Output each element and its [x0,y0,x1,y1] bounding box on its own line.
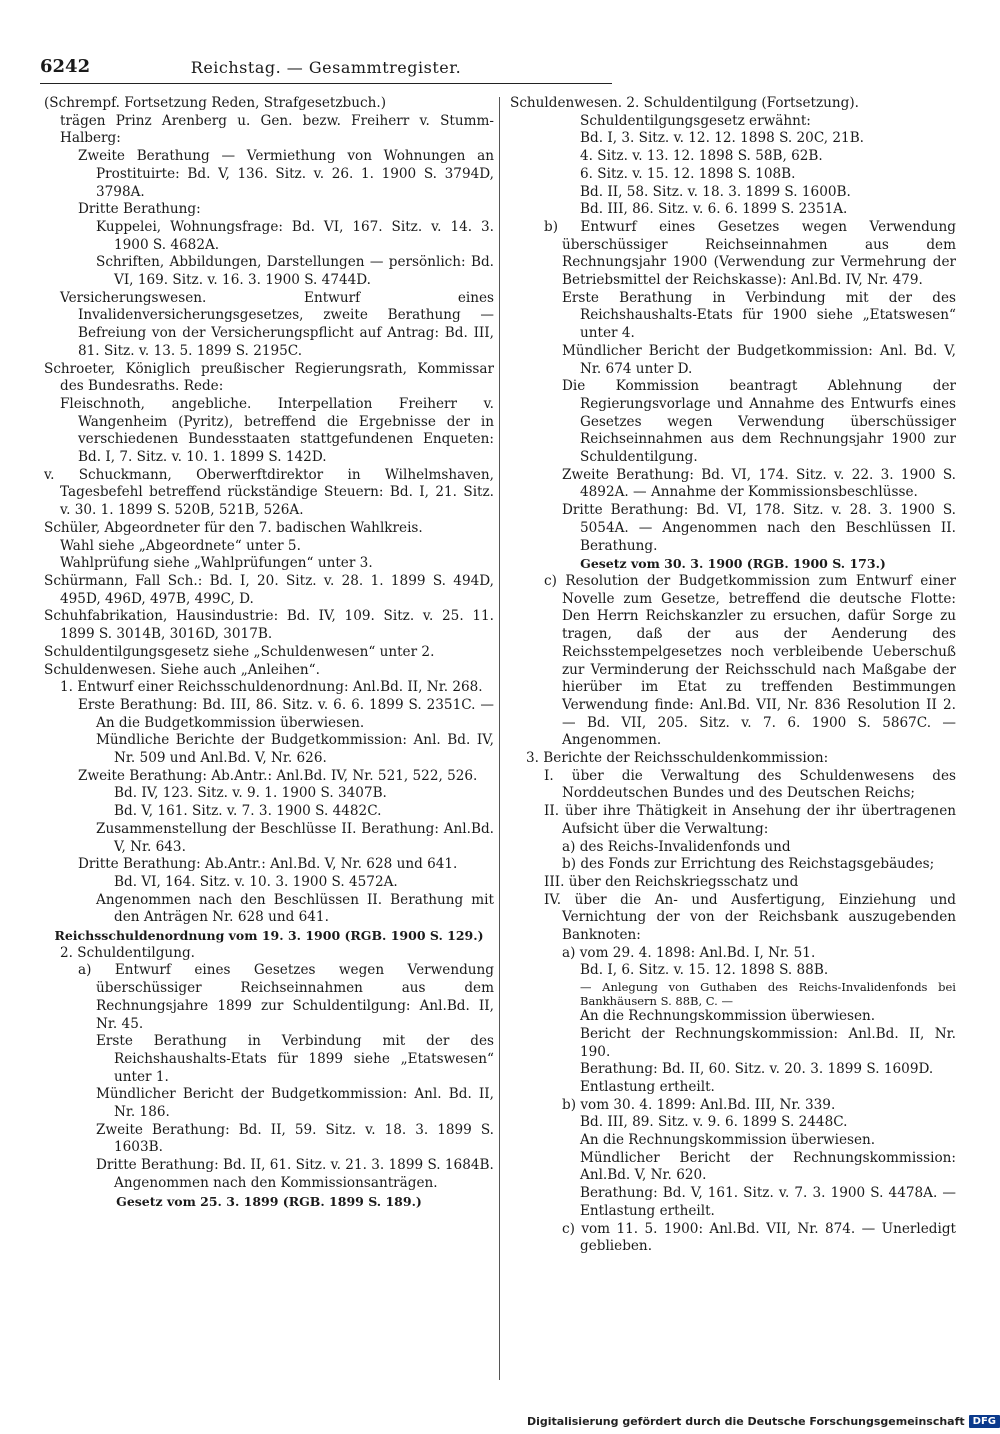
index-entry: Schroeter, Königlich preußischer Regierungsrath, Kommissar des Bundesraths. Rede: [44,360,494,395]
index-entry: Zweite Berathung: Bd. II, 59. Sitz. v. 18. 3. 1899 S. 1603B. [96,1121,494,1156]
index-entry: Schürmann, Fall Sch.: Bd. I, 20. Sitz. v. 28. 1. 1899 S. 494D, 495D, 496D, 497B, 499C, D. [44,572,494,607]
index-entry: 1. Entwurf einer Reichsschuldenordnung: Anl.Bd. II, Nr. 268. [60,679,483,696]
index-entry: Berathung: Bd. II, 60. Sitz. v. 20. 3. 1899 S. 1609D. [580,1061,934,1078]
index-entry: Die Kommission beantragt Ablehnung der Regierungsvorlage und Annahme des Entwurfs eines Gesetzes wegen Verwendung überschüssiger Reichseinnahmen aus dem Rechnungsjahr 1900 zur Schuldentilgung. [562,378,956,466]
index-entry: Mündlicher Bericht der Rechnungskommission: Anl.Bd. V, Nr. 620. [580,1149,956,1184]
index-entry: Mündlicher Bericht der Budgetkommission: Anl. Bd. II, Nr. 186. [96,1086,494,1121]
index-entry: Angenommen nach den Beschlüssen II. Berathung mit den Anträgen Nr. 628 und 641. [96,891,494,926]
index-entry: Erste Berathung: Bd. III, 86. Sitz. v. 6. 6. 1899 S. 2351C. — An die Budgetkommission überwiesen. [78,696,494,731]
index-entry: Bd. II, 58. Sitz. v. 18. 3. 1899 S. 1600B. [580,183,851,200]
column-divider [499,97,500,1380]
index-entry: Dritte Berathung: Ab.Antr.: Anl.Bd. V, Nr. 628 und 641. [78,856,458,873]
right-column [510,95,956,1256]
index-entry: 4. Sitz. v. 13. 12. 1898 S. 58B, 62B. [580,148,823,165]
index-entry: 2. Schuldentilgung. [60,944,195,961]
index-entry: b) des Fonds zur Errichtung des Reichstagsgebäudes; [562,856,935,873]
index-entry: I. über die Verwaltung des Schuldenwesens des Norddeutschen Bundes und des Deutschen Reichs; [544,767,956,802]
index-entry: Bd. III, 89. Sitz. v. 9. 6. 1899 S. 2448C. [580,1114,848,1131]
index-entry: Schuldenwesen. 2. Schuldentilgung (Fortsetzung). [510,95,859,111]
index-entry: b) vom 30. 4. 1899: Anl.Bd. III, Nr. 339. [562,1096,836,1113]
index-entry: Schuldentilgungsgesetz erwähnt: [580,112,811,129]
law-reference: Gesetz vom 25. 3. 1899 (RGB. 1899 S. 189.) [116,1193,422,1209]
index-entry: a) vom 29. 4. 1898: Anl.Bd. I, Nr. 51. [562,944,816,961]
index-entry: 6. Sitz. v. 15. 12. 1898 S. 108B. [580,165,796,182]
index-entry: Zweite Berathung — Vermiethung von Wohnungen an Prostituirte: Bd. V, 136. Sitz. v. 26. 1. 1900 S. 3794D, 3798A. [78,148,494,200]
dfg-logo: DFG [969,1415,1000,1428]
page-header [40,56,612,80]
index-entry: Kuppelei, Wohnungsfrage: Bd. VI, 167. Sitz. v. 14. 3. 1900 S. 4682A. [96,218,494,253]
index-entry: Zweite Berathung: Ab.Antr.: Anl.Bd. IV, Nr. 521, 522, 526. [78,767,478,784]
index-entry: v. Schuckmann, Oberwerftdirektor in Wilhelmshaven, Tagesbefehl betreffend rückständige Steuern: Bd. I, 21. Sitz. v. 30. 1. 1899 S. 520B, 521B, 526A. [44,466,494,519]
index-entry: Bd. III, 86. Sitz. v. 6. 6. 1899 S. 2351A. [580,201,848,218]
index-entry: Erste Berathung in Verbindung mit der des Reichshaushalts-Etats für 1899 siehe „Etatswesen“ unter 1. [96,1033,494,1085]
running-title: Reichstag. — Gesammtregister. [190,58,462,77]
index-entry: III. über den Reichskriegsschatz und [544,873,799,890]
index-entry: 3. Berichte der Reichsschuldenkommission: [526,750,829,767]
law-reference: Reichsschuldenordnung vom 19. 3. 1900 (RGB. 1900 S. 129.) [54,928,484,944]
index-entry: Angenommen nach den Kommissionsanträgen. [114,1174,438,1191]
index-entry: a) des Reichs-Invalidenfonds und [562,838,791,855]
index-entry: II. über ihre Thätigkeit in Ansehung der ihr übertragenen Aufsicht über die Verwaltung: [544,803,956,837]
law-reference: Gesetz vom 30. 3. 1900 (RGB. 1900 S. 173.) [580,556,886,572]
index-entry: Erste Berathung in Verbindung mit der des Reichshaushalts-Etats für 1900 siehe „Etatswesen“ unter 4. [562,289,956,342]
index-entry: Bd. V, 161. Sitz. v. 7. 3. 1900 S. 4482C. [114,803,382,820]
index-entry: Wahlprüfung siehe „Wahlprüfungen“ unter 3. [60,555,373,572]
index-entry: IV. über die An- und Ausfertigung, Einziehung und Vernichtung der von der Reichsbank auszugebenden Banknoten: [544,891,956,944]
index-entry: trägen Prinz Arenberg u. Gen. bezw. Freiherr v. Stumm-Halberg: [60,112,494,147]
index-entry: An die Rechnungskommission überwiesen. [580,1008,876,1025]
footer [527,1412,1000,1430]
index-entry: Bd. I, 3. Sitz. v. 12. 12. 1898 S. 20C, 21B. [580,130,865,147]
index-entry: Dritte Berathung: Bd. II, 61. Sitz. v. 21. 3. 1899 S. 1684B. [96,1157,494,1174]
index-entry: An die Rechnungskommission überwiesen. [580,1132,876,1149]
footer-credit: Digitalisierung gefördert durch die Deutsche Forschungsgemeinschaft [526,1414,965,1428]
index-entry: Berathung: Bd. V, 161. Sitz. v. 7. 3. 1900 S. 4478A. — Entlastung ertheilt. [580,1185,956,1219]
index-entry: Zusammenstellung der Beschlüsse II. Berathung: Anl.Bd. V, Nr. 643. [96,820,494,855]
index-entry: Schuldentilgungsgesetz siehe „Schuldenwesen“ unter 2. [44,643,435,660]
index-entry: Wahl siehe „Abgeordnete“ unter 5. [60,537,301,554]
index-entry: Entlastung ertheilt. [580,1078,715,1095]
left-column [44,95,494,1210]
index-entry: Bd. I, 6. Sitz. v. 15. 12. 1898 S. 88B. [580,962,829,979]
index-entry: Mündlicher Bericht der Budgetkommission: Anl. Bd. V, Nr. 674 unter D. [562,342,956,377]
index-entry: a) Entwurf eines Gesetzes wegen Verwendung überschüssiger Reichseinnahmen aus dem Rechnungsjahre 1899 zur Schuldentilgung: Anl.Bd. II, Nr. 45. [78,962,494,1032]
index-entry: Bd. IV, 123. Sitz. v. 9. 1. 1900 S. 3407B. [114,785,387,802]
index-entry: Schuldenwesen. Siehe auch „Anleihen“. [44,661,320,678]
index-entry: Dritte Berathung: Bd. VI, 178. Sitz. v. 28. 3. 1900 S. 5054A. — Angenommen nach den Beschlüssen II. Berathung. [562,502,956,554]
index-entry: Fleischnoth, angebliche. Interpellation Freiherr v. Wangenheim (Pyritz), betreffend die Ergebnisse der in verschiedenen Bundesstaaten stattgefundenen Enqueten: Bd. I, 7. Sitz. v. 10. 1. 1899 S. 142D. [60,395,494,466]
index-entry: b) Entwurf eines Gesetzes wegen Verwendung überschüssiger Reichseinnahmen aus dem Rechnungsjahr 1900 (Verwendung zur Vermehrung der Betriebsmittel der Reichskasse): Anl.Bd. IV, Nr. 479. [544,218,956,289]
index-entry: (Schrempf. Fortsetzung Reden, Strafgesetzbuch.) [44,95,386,111]
index-entry: c) vom 11. 5. 1900: Anl.Bd. VII, Nr. 874. — Unerledigt geblieben. [562,1220,956,1255]
index-entry: c) Resolution der Budgetkommission zum Entwurf einer Novelle zum Gesetze, betreffend die deutsche Flotte: Den Herrn Reichskanzler zu ersuchen, dafür Sorge zu tragen, daß der aus der Aenderung des Reichsstempelgesetzes noch verbleibende Ueberschuß zur Verminderung der Reichsschuld nach Maßgabe der hierüber im Etat zu treffenden Bestimmungen Verwendung finde: Anl.Bd. VII, Nr. 836 Resolution II 2. — Bd. VII, 205. Sitz. v. 7. 6. 1900 S. 5867C. — Angenommen. [544,572,956,749]
page-number: 6242 [40,56,91,77]
header-rule [40,83,612,84]
index-entry: Dritte Berathung: [78,201,201,218]
index-entry: Zweite Berathung: Bd. VI, 174. Sitz. v. 22. 3. 1900 S. 4892A. — Annahme der Kommissionsbeschlüsse. [562,466,956,501]
index-entry: Bd. VI, 164. Sitz. v. 10. 3. 1900 S. 4572A. [114,873,398,890]
index-entry: Versicherungswesen. Entwurf eines Invalidenversicherungsgesetzes, zweite Berathung — Befreiung von der Versicherungspflicht auf Antrag: Bd. III, 81. Sitz. v. 13. 5. 1899 S. 2195C. [60,289,494,359]
index-entry: — Anlegung von Guthaben des Reichs-Invalidenfonds bei Bankhäusern S. 88B, C. — [580,980,956,1009]
index-entry: Mündliche Berichte der Budgetkommission: Anl. Bd. IV, Nr. 509 und Anl.Bd. V, Nr. 626. [96,732,494,767]
index-entry: Schuhfabrikation, Hausindustrie: Bd. IV, 109. Sitz. v. 25. 11. 1899 S. 3014B, 3016D, 3017B. [44,608,494,643]
index-entry: Bericht der Rechnungskommission: Anl.Bd. II, Nr. 190. [580,1025,956,1060]
index-entry: Schüler, Abgeordneter für den 7. badischen Wahlkreis. [44,519,423,536]
index-entry: Schriften, Abbildungen, Darstellungen — persönlich: Bd. VI, 169. Sitz. v. 16. 3. 1900 S. 4744D. [96,254,494,289]
